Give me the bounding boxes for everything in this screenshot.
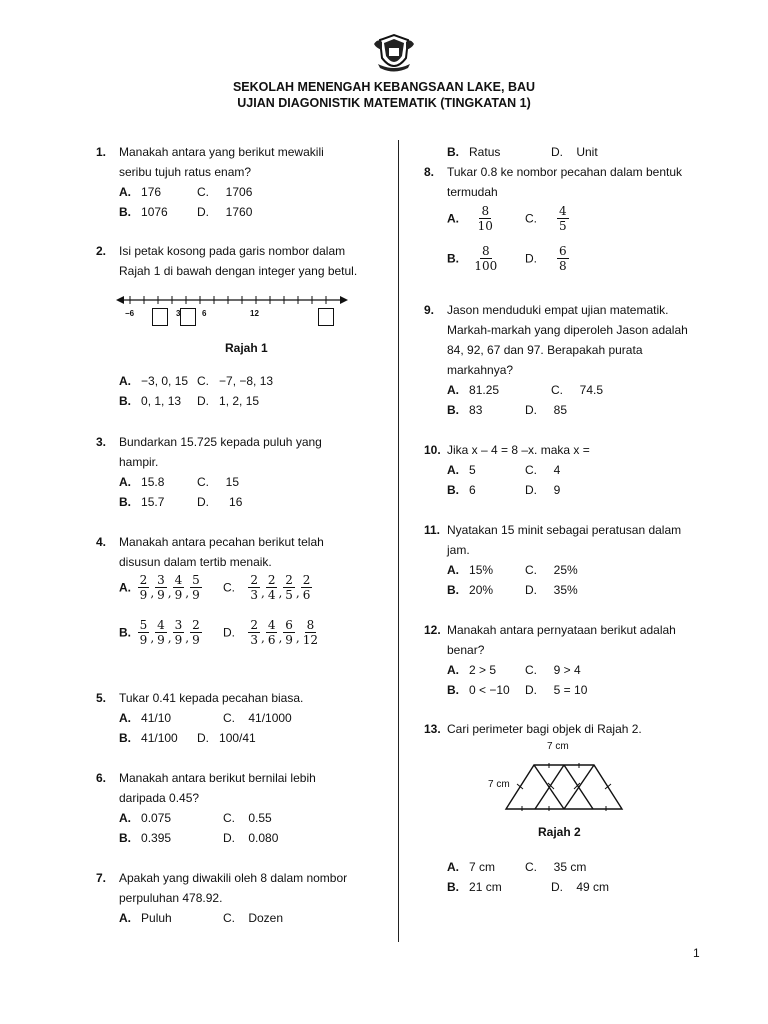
question-text: Manakah antara berikut bernilai lebih <box>119 771 316 785</box>
option-letter: B. <box>119 625 131 640</box>
option-letter: D. <box>197 394 209 408</box>
option-text: 81.25 <box>469 383 500 397</box>
question-number: 12. <box>424 623 441 637</box>
option-text: Ratus <box>469 145 501 159</box>
option-text: 0.55 <box>248 811 272 825</box>
option-a[interactable] <box>119 371 188 391</box>
option-letter: D. <box>197 495 209 509</box>
question-number: 9. <box>424 303 435 317</box>
option-letter: B. <box>447 403 459 417</box>
option-c[interactable] <box>223 708 292 728</box>
fraction: $\frac{4}{9}$ <box>174 573 183 602</box>
option-a[interactable] <box>119 908 172 928</box>
figure-caption: Rajah 1 <box>225 341 268 355</box>
fraction: $\frac{8}{10}$ <box>477 204 493 233</box>
question-text: Jika x – 4 = 8 –x. maka x = <box>447 443 590 457</box>
option-letter: B. <box>447 145 459 159</box>
option-d[interactable] <box>525 580 578 600</box>
school-name: SEKOLAH MENENGAH KEBANGSAAN LAKE, BAU <box>232 80 536 94</box>
answer-box[interactable] <box>318 308 334 326</box>
number-line <box>116 293 348 309</box>
option-letter: C. <box>223 580 235 595</box>
option-text: −3, 0, 15 <box>141 374 189 388</box>
question-11 <box>424 520 724 610</box>
option-b[interactable] <box>119 828 171 848</box>
option-text: 15% <box>469 563 494 577</box>
option-text: 176 <box>141 185 162 199</box>
option-letter: A. <box>119 374 131 388</box>
option-a[interactable] <box>447 560 493 580</box>
question-3 <box>96 432 386 522</box>
question-text: seribu tujuh ratus enam? <box>119 165 252 179</box>
option-a[interactable] <box>119 472 164 492</box>
option-letter: D. <box>525 483 537 497</box>
option-letter: C. <box>551 383 563 397</box>
tick-label: 3 <box>176 309 181 318</box>
question-number: 8. <box>424 165 435 179</box>
option-d[interactable] <box>551 142 598 162</box>
question-text: Jason menduduki empat ujian matematik. <box>447 303 669 317</box>
option-c[interactable] <box>525 857 586 877</box>
question-text: jam. <box>447 543 470 557</box>
option-b[interactable] <box>447 877 502 897</box>
option-letter: C. <box>525 663 537 677</box>
option-letter: B. <box>447 583 459 597</box>
option-text: Unit <box>576 145 598 159</box>
option-letter: B. <box>119 731 131 745</box>
page-number: 1 <box>693 946 700 960</box>
option-letter: B. <box>119 205 131 219</box>
option-text: 21 cm <box>469 880 502 894</box>
fraction-list: $\frac{2}{9}$ , $\frac{3}{9}$ , $\frac{4}{9}$ , $\frac{5}{9}$ <box>139 573 200 602</box>
option-c[interactable] <box>525 560 578 580</box>
question-number: 10. <box>424 443 441 457</box>
option-letter: B. <box>447 683 459 697</box>
question-text: hampir. <box>119 455 159 469</box>
question-text: benar? <box>447 643 485 657</box>
option-letter: C. <box>197 185 209 199</box>
option-d[interactable] <box>197 492 242 512</box>
option-b[interactable] <box>447 680 510 700</box>
option-c[interactable] <box>551 380 603 400</box>
option-text: 83 <box>469 403 483 417</box>
question-10 <box>424 440 724 510</box>
option-a[interactable] <box>447 857 495 877</box>
fraction: $\frac{4}{5}$ <box>559 204 567 233</box>
option-d[interactable] <box>223 618 320 648</box>
question-1 <box>96 142 386 232</box>
question-2 <box>96 241 386 416</box>
tick-label: 12 <box>250 309 259 318</box>
option-b[interactable] <box>447 480 476 500</box>
fraction: $\frac{2}{4}$ <box>267 573 276 602</box>
fraction: $\frac{4}{6}$ <box>267 618 276 647</box>
question-number: 1. <box>96 145 107 159</box>
fraction-list: $\frac{2}{3}$ , $\frac{2}{4}$ , $\frac{2}{5}$ , $\frac{2}{6}$ <box>250 573 311 602</box>
option-letter: C. <box>223 711 235 725</box>
option-letter: C. <box>223 911 235 925</box>
option-text: 41/10 <box>141 711 172 725</box>
option-text: 20% <box>469 583 494 597</box>
option-a[interactable] <box>119 708 171 728</box>
question-4 <box>96 532 386 662</box>
option-letter: D. <box>551 880 563 894</box>
option-text: 1, 2, 15 <box>219 394 260 408</box>
option-letter: A. <box>119 911 131 925</box>
option-b[interactable] <box>119 492 164 512</box>
option-text: 100/41 <box>219 731 256 745</box>
option-d[interactable] <box>525 680 587 700</box>
option-text: 85 <box>553 403 568 417</box>
option-text: 15 <box>225 475 240 489</box>
option-text: 4 <box>553 463 561 477</box>
option-b[interactable] <box>119 618 202 648</box>
option-text: 1706 <box>225 185 253 199</box>
option-c[interactable] <box>525 204 569 233</box>
option-d[interactable] <box>197 728 256 748</box>
option-letter: A. <box>119 580 131 595</box>
option-a[interactable] <box>447 460 476 480</box>
question-text: 84, 92, 67 dan 97. Berapakah purata <box>447 343 643 357</box>
question-text: markahnya? <box>447 363 514 377</box>
option-text: 0, 1, 13 <box>141 394 182 408</box>
question-text: Cari perimeter bagi objek di Rajah 2. <box>447 722 642 736</box>
answer-box[interactable] <box>152 308 168 326</box>
option-letter: D. <box>525 251 537 266</box>
option-letter: C. <box>525 211 537 226</box>
fraction: $\frac{2}{5}$ <box>285 573 293 602</box>
question-number: 13. <box>424 722 441 736</box>
option-letter: A. <box>447 383 459 397</box>
option-text: 1760 <box>225 205 253 219</box>
option-letter: B. <box>447 251 459 266</box>
option-text: 41/100 <box>141 731 178 745</box>
question-text: Manakah antara pernyataan berikut adalah <box>447 623 676 637</box>
question-9 <box>424 300 724 430</box>
option-c[interactable] <box>223 908 283 928</box>
fraction: $\frac{2}{6}$ <box>302 573 311 602</box>
option-text: 0.075 <box>141 811 172 825</box>
question-text: Manakah antara pecahan berikut telah <box>119 535 324 549</box>
option-text: 9 > 4 <box>553 663 581 677</box>
option-text: 9 <box>553 483 561 497</box>
question-text: Rajah 1 di bawah dengan integer yang betul. <box>119 264 358 278</box>
option-text: 16 <box>229 495 243 509</box>
option-text: 7 cm <box>469 860 496 874</box>
option-b[interactable] <box>119 391 181 411</box>
fraction: $\frac{5}{9}$ <box>139 618 148 647</box>
option-a[interactable] <box>119 182 161 202</box>
fraction: $\frac{8}{12}$ <box>302 618 319 647</box>
option-letter: A. <box>119 475 131 489</box>
option-text: 35 cm <box>553 860 587 874</box>
option-letter: B. <box>119 495 131 509</box>
fraction: $\frac{2}{3}$ <box>250 573 258 602</box>
question-number: 3. <box>96 435 107 449</box>
option-c[interactable] <box>197 182 252 202</box>
option-d[interactable] <box>525 480 560 500</box>
option-text: 15.8 <box>141 475 165 489</box>
option-letter: D. <box>223 625 235 640</box>
option-c[interactable] <box>525 460 560 480</box>
option-b[interactable] <box>447 580 493 600</box>
question-number: 2. <box>96 244 107 258</box>
question-text: disusun dalam tertib menaik. <box>119 555 272 569</box>
option-text: 5 = 10 <box>553 683 588 697</box>
option-letter: B. <box>119 831 131 845</box>
option-c[interactable] <box>197 472 239 492</box>
option-a[interactable] <box>119 573 202 603</box>
question-text: Isi petak kosong pada garis nombor dalam <box>119 244 346 258</box>
fraction: $\frac{6}{9}$ <box>285 618 293 647</box>
option-text: Dozen <box>248 911 284 925</box>
question-text: Markah-markah yang diperoleh Jason adalah <box>447 323 688 337</box>
question-6 <box>96 768 386 858</box>
option-letter: C. <box>525 463 537 477</box>
option-c[interactable] <box>223 573 312 603</box>
option-text: 5 <box>469 463 476 477</box>
option-b[interactable] <box>447 244 499 273</box>
fraction: $\frac{6}{8}$ <box>559 244 567 273</box>
option-text: 1076 <box>141 205 168 219</box>
option-d[interactable] <box>197 202 252 222</box>
option-letter: C. <box>197 374 209 388</box>
option-letter: C. <box>525 860 537 874</box>
option-c[interactable] <box>525 660 581 680</box>
option-text: 6 <box>469 483 476 497</box>
option-c[interactable] <box>223 808 272 828</box>
option-letter: D. <box>223 831 235 845</box>
option-letter: B. <box>447 483 459 497</box>
question-text: Nyatakan 15 minit sebagai peratusan dalam <box>447 523 682 537</box>
question-text: Tukar 0.41 kepada pecahan biasa. <box>119 691 304 705</box>
fraction: $\frac{2}{9}$ <box>139 573 148 602</box>
question-text: Manakah antara yang berikut mewakili <box>119 145 324 159</box>
option-letter: D. <box>551 145 563 159</box>
question-text: Apakah yang diwakili oleh 8 dalam nombor <box>119 871 348 885</box>
fraction: $\frac{2}{9}$ <box>192 618 200 647</box>
fraction-list: $\frac{2}{3}$ , $\frac{4}{6}$ , $\frac{6}{9}$ , $\frac{8}{12}$ <box>250 618 319 647</box>
option-letter: A. <box>447 211 459 226</box>
option-b[interactable] <box>119 202 168 222</box>
option-letter: C. <box>525 563 537 577</box>
option-text: 15.7 <box>141 495 165 509</box>
answer-box[interactable] <box>180 308 196 326</box>
option-letter: D. <box>525 683 537 697</box>
option-letter: A. <box>447 463 459 477</box>
question-text: termudah <box>447 185 498 199</box>
fraction: $\frac{4}{9}$ <box>157 618 165 647</box>
option-d[interactable] <box>223 828 278 848</box>
fraction: $\frac{5}{9}$ <box>192 573 200 602</box>
option-letter: A. <box>119 185 131 199</box>
option-text: 0.080 <box>248 831 279 845</box>
option-text: 35% <box>553 583 578 597</box>
option-text: 49 cm <box>576 880 610 894</box>
question-7 <box>96 868 386 938</box>
question-number: 4. <box>96 535 107 549</box>
option-letter: A. <box>119 711 131 725</box>
option-letter: D. <box>197 731 209 745</box>
question-5 <box>96 688 386 758</box>
option-a[interactable] <box>447 660 496 680</box>
option-text: 2 > 5 <box>469 663 497 677</box>
option-text: 41/1000 <box>248 711 292 725</box>
question-text: daripada 0.45? <box>119 791 200 805</box>
question-text: perpuluhan 478.92. <box>119 891 223 905</box>
option-text: 0 < −10 <box>469 683 510 697</box>
option-a[interactable] <box>119 808 171 828</box>
question-12 <box>424 620 724 710</box>
option-letter: D. <box>197 205 209 219</box>
option-a[interactable] <box>447 204 495 233</box>
option-letter: B. <box>447 880 459 894</box>
question-number: 5. <box>96 691 107 705</box>
option-d[interactable] <box>525 244 569 273</box>
fraction: $\frac{3}{9}$ <box>157 573 165 602</box>
question-8 <box>424 162 724 282</box>
figure-caption: Rajah 2 <box>538 825 581 839</box>
question-text: Bundarkan 15.725 kepada puluh yang <box>119 435 322 449</box>
question-number: 11. <box>424 523 441 537</box>
top-length-label: 7 cm <box>547 741 569 752</box>
side-length-label: 7 cm <box>488 779 510 790</box>
option-letter: B. <box>119 394 131 408</box>
option-b[interactable] <box>447 142 500 162</box>
option-text: −7, −8, 13 <box>219 374 274 388</box>
option-letter: D. <box>525 583 537 597</box>
option-c[interactable] <box>197 371 273 391</box>
option-text: 25% <box>553 563 578 577</box>
option-text: 74.5 <box>579 383 604 397</box>
option-b[interactable] <box>119 728 178 748</box>
option-d[interactable] <box>525 400 567 420</box>
fraction-list: $\frac{5}{9}$ , $\frac{4}{9}$ , $\frac{3}{9}$ , $\frac{2}{9}$ <box>139 618 200 647</box>
option-d[interactable] <box>551 877 609 897</box>
option-b[interactable] <box>447 400 482 420</box>
column-divider <box>398 140 399 942</box>
tick-label: 6 <box>202 309 207 318</box>
question-number: 6. <box>96 771 107 785</box>
question-text: Tukar 0.8 ke nombor pecahan dalam bentuk <box>447 165 683 179</box>
fraction: $\frac{3}{9}$ <box>174 618 183 647</box>
fraction: $\frac{2}{3}$ <box>250 618 258 647</box>
option-letter: A. <box>447 563 459 577</box>
option-text: 0.395 <box>141 831 172 845</box>
question-13 <box>424 719 724 899</box>
question-number: 7. <box>96 871 107 885</box>
school-crest-logo <box>370 32 418 76</box>
option-d[interactable] <box>197 391 259 411</box>
trapezium-figure <box>504 763 624 811</box>
option-letter: A. <box>447 663 459 677</box>
option-letter: A. <box>447 860 459 874</box>
option-letter: D. <box>525 403 537 417</box>
exam-title: UJIAN DIAGONISTIK MATEMATIK (TINGKATAN 1) <box>237 96 531 110</box>
tick-label: −6 <box>125 309 135 318</box>
option-letter: C. <box>197 475 209 489</box>
fraction: $\frac{8}{100}$ <box>474 244 498 273</box>
option-text: Puluh <box>141 911 172 925</box>
option-letter: A. <box>119 811 131 825</box>
option-a[interactable] <box>447 380 499 400</box>
option-letter: C. <box>223 811 235 825</box>
